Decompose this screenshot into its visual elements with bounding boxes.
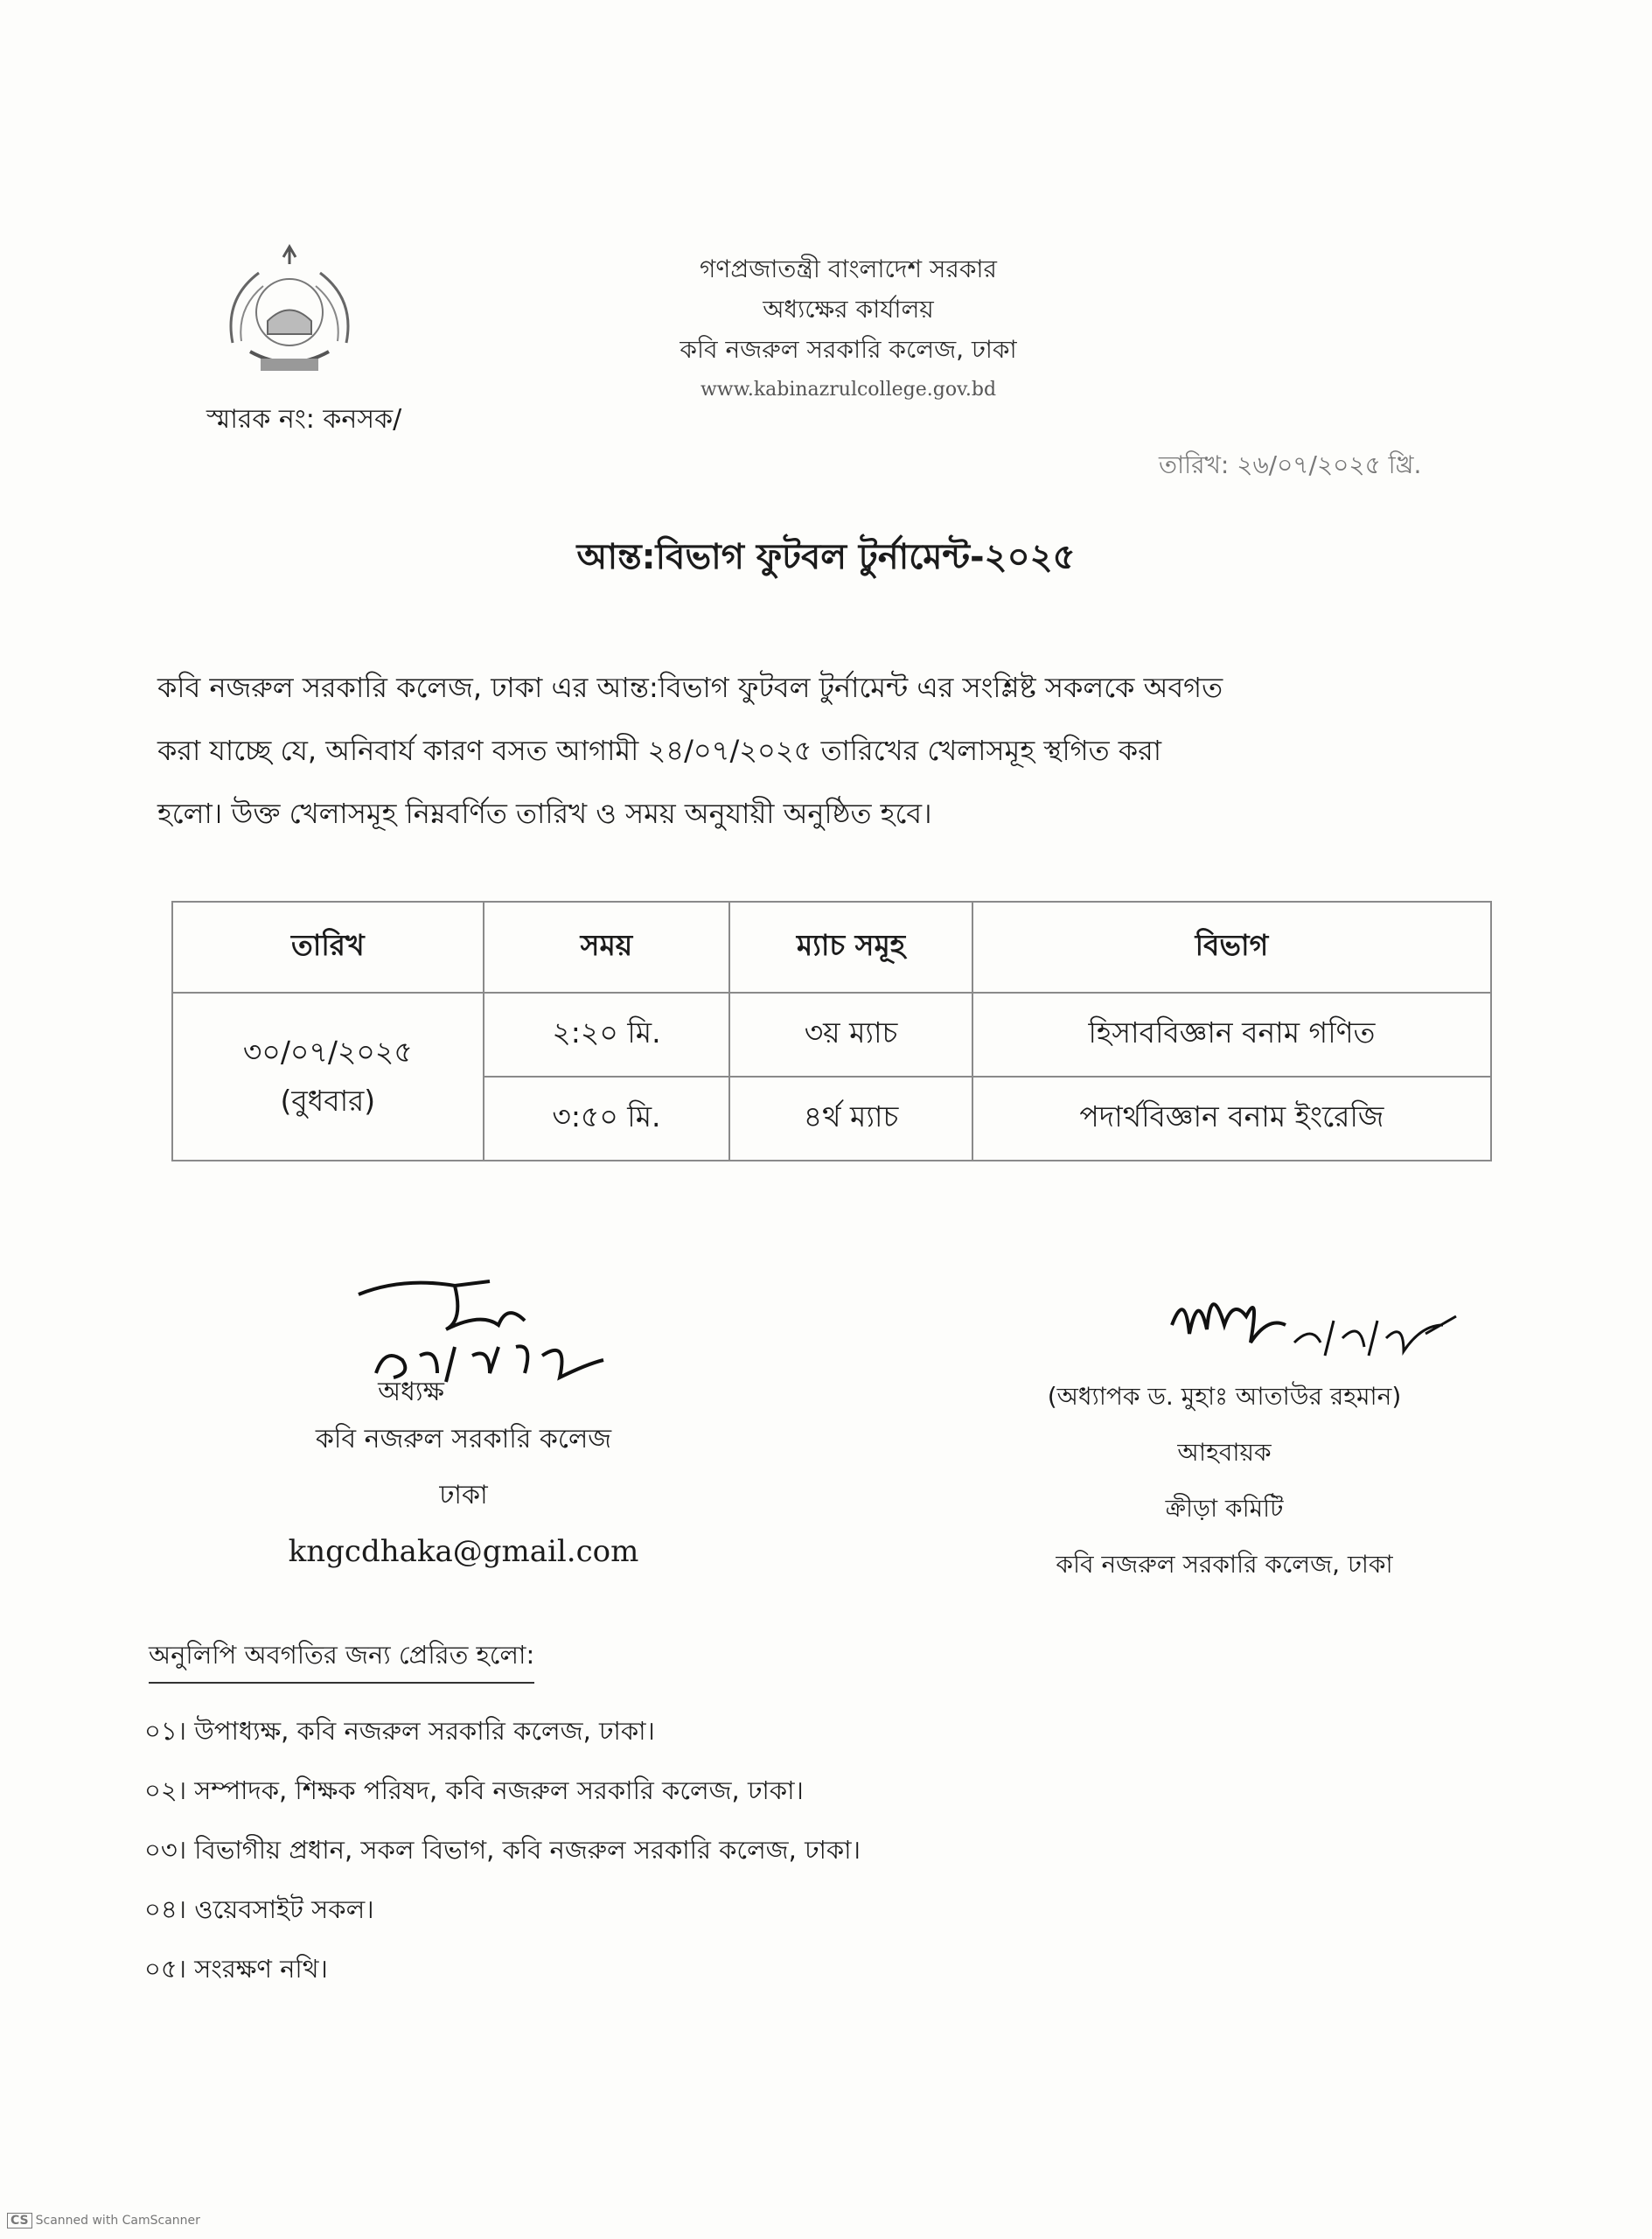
column-header-time: সময় [484, 902, 730, 993]
table-row [172, 993, 1491, 1077]
camscanner-icon: CS [7, 2213, 32, 2229]
office-header [542, 249, 1154, 410]
column-header-date: তারিখ [172, 902, 484, 993]
government-seal-icon [206, 238, 373, 387]
header-college: কবি নজরুল সরকারি কলেজ, ঢাকা [680, 335, 1017, 364]
match-number: ৪র্থ ম্যাচ [729, 1077, 972, 1161]
list-item: ০৩। বিভাগীয় প্রধান, সকল বিভাগ, কবি নজরুল সরকারি কলেজ, ঢাকা। [144, 1835, 861, 1865]
body-line: কবি নজরুল সরকারি কলেজ, ঢাকা এর আন্ত:বিভাগ ফুটবল টুর্নামেন্ট এর সংশ্লিষ্ট সকলকে অবগত [157, 671, 1223, 704]
column-header-matches: ম্যাচ সমূহ [729, 902, 972, 993]
header-government: গণপ্রজাতন্ত্রী বাংলাদেশ সরকার [700, 255, 997, 283]
schedule-table [171, 901, 1492, 1161]
convener-org: কবি নজরুল সরকারি কলেজ, ঢাকা [1056, 1550, 1393, 1579]
list-item: ০১। উপাধ্যক্ষ, কবি নজরুল সরকারি কলেজ, ঢাকা। [144, 1716, 655, 1746]
notice-body [157, 656, 1495, 845]
list-item: ০২। সম্পাদক, শিক্ষক পরিষদ, কবি নজরুল সরকারি কলেজ, ঢাকা। [144, 1775, 804, 1805]
convener-signature-block [979, 1369, 1469, 1593]
match-number: ৩য় ম্যাচ [729, 993, 972, 1077]
convener-role: আহবায়ক [1177, 1438, 1272, 1467]
copy-to-list [144, 1701, 861, 1998]
principal-city: ঢাকা [439, 1480, 488, 1510]
issue-date: তারিখ: ২৬/০৭/২০২৫ খ্রি. [1159, 450, 1422, 479]
match-day: (বুধবার) [280, 1084, 376, 1118]
convener-signature [1163, 1273, 1469, 1369]
convener-name: (অধ্যাপক ড. মুহাঃ আতাউর রহমান) [1047, 1382, 1402, 1411]
match-departments: পদার্থবিজ্ঞান বনাম ইংরেজি [972, 1077, 1491, 1161]
table-header-row [172, 902, 1491, 993]
match-date-cell [172, 993, 484, 1161]
principal-signature [350, 1259, 630, 1391]
match-date: ৩০/০৭/২০২৫ [242, 1035, 413, 1069]
principal-title: অধ্যক্ষ [378, 1377, 444, 1407]
page-title: আন্ত:বিভাগ ফুটবল টুর্নামেন্ট-২০২৫ [576, 537, 1076, 577]
match-time: ৩:৫০ মি. [484, 1077, 730, 1161]
scanner-text: Scanned with CamScanner [35, 2214, 200, 2228]
memo-number: স্মারক নং: কনসক/ [206, 404, 402, 435]
convener-committee: ক্রীড়া কমিটি [1165, 1494, 1284, 1523]
match-time: ২:২০ মি. [484, 993, 730, 1077]
list-item: ০৪। ওয়েবসাইট সকল। [144, 1894, 374, 1924]
column-header-department: বিভাগ [972, 902, 1491, 993]
copy-to-heading: অনুলিপি অবগতির জন্য প্রেরিত হলো: [149, 1636, 534, 1684]
principal-email: kngcdhaka@gmail.com [288, 1534, 639, 1569]
body-line: হলো। উক্ত খেলাসমূহ নিম্নবর্ণিত তারিখ ও সময় অনুযায়ী অনুষ্ঠিত হবে। [157, 797, 932, 830]
header-website: www.kabinazrulcollege.gov.bd [700, 379, 997, 401]
scanner-watermark [7, 2213, 200, 2229]
principal-signature-block [227, 1373, 700, 1580]
header-office: অধ্যক্ষের কার্যালয় [763, 295, 934, 324]
match-departments: হিসাববিজ্ঞান বনাম গণিত [972, 993, 1491, 1077]
principal-org: কবি নজরুল সরকারি কলেজ [315, 1424, 612, 1454]
list-item: ০৫। সংরক্ষণ নথি। [144, 1954, 328, 1984]
body-line: করা যাচ্ছে যে, অনিবার্য কারণ বসত আগামী ২৪/০৭/২০২৫ তারিখের খেলাসমূহ স্থগিত করা [157, 734, 1162, 767]
